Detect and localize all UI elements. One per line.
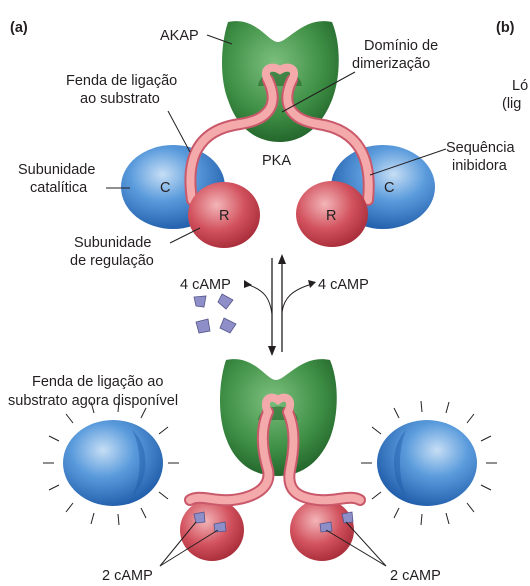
catalytic-label-line1: Subunidade bbox=[18, 162, 96, 178]
bound-camp bbox=[214, 522, 226, 532]
camp-right-label: 2 cAMP bbox=[390, 568, 441, 584]
panel-label-a: (a) bbox=[10, 20, 28, 36]
camp-left-label: 2 cAMP bbox=[102, 568, 153, 584]
camp-molecule bbox=[218, 294, 233, 309]
panel-label-b: (b) bbox=[496, 20, 515, 36]
dimerization-label-line2: dimerização bbox=[352, 56, 431, 72]
camp-molecule bbox=[194, 296, 206, 307]
substrate-cleft-label-line2: ao substrato bbox=[80, 91, 160, 107]
camp-out-label: 4 cAMP bbox=[318, 277, 369, 293]
free-catalytic-subunit-right bbox=[377, 420, 477, 506]
dimerization-label-line1: Domínio de bbox=[364, 38, 439, 54]
akap-label: AKAP bbox=[160, 28, 199, 44]
camp-molecule bbox=[220, 318, 236, 333]
panel-b-fragment-line1: Ló bbox=[512, 78, 529, 94]
free-camp-molecules bbox=[194, 294, 236, 333]
inhibitory-seq-label-line1: Sequência bbox=[446, 140, 515, 156]
inhibitory-seq-label-line2: inibidora bbox=[452, 158, 507, 174]
bound-camp bbox=[342, 512, 353, 523]
letter-r-left: R bbox=[219, 208, 230, 224]
equilibrium-arrows bbox=[244, 254, 316, 356]
pka-label: PKA bbox=[262, 153, 292, 169]
cleft-available-label-line2: substrato agora disponível bbox=[8, 393, 179, 409]
regulatory-label-line2: de regulação bbox=[70, 253, 154, 269]
free-catalytic-subunit-left bbox=[63, 420, 163, 506]
substrate-cleft-label-line1: Fenda de ligação bbox=[66, 73, 178, 89]
letter-c-left: C bbox=[160, 180, 171, 196]
letter-c-right: C bbox=[384, 180, 395, 196]
regulatory-label-line1: Subunidade bbox=[74, 235, 152, 251]
camp-in-label: 4 cAMP bbox=[180, 277, 231, 293]
panel-b-fragment-line2: (lig bbox=[502, 96, 522, 112]
cleft-available-label-line1: Fenda de ligação ao bbox=[32, 374, 164, 390]
camp-molecule bbox=[196, 319, 210, 333]
letter-r-right: R bbox=[326, 208, 337, 224]
bound-camp bbox=[194, 512, 205, 523]
catalytic-label-line2: catalítica bbox=[30, 180, 88, 196]
